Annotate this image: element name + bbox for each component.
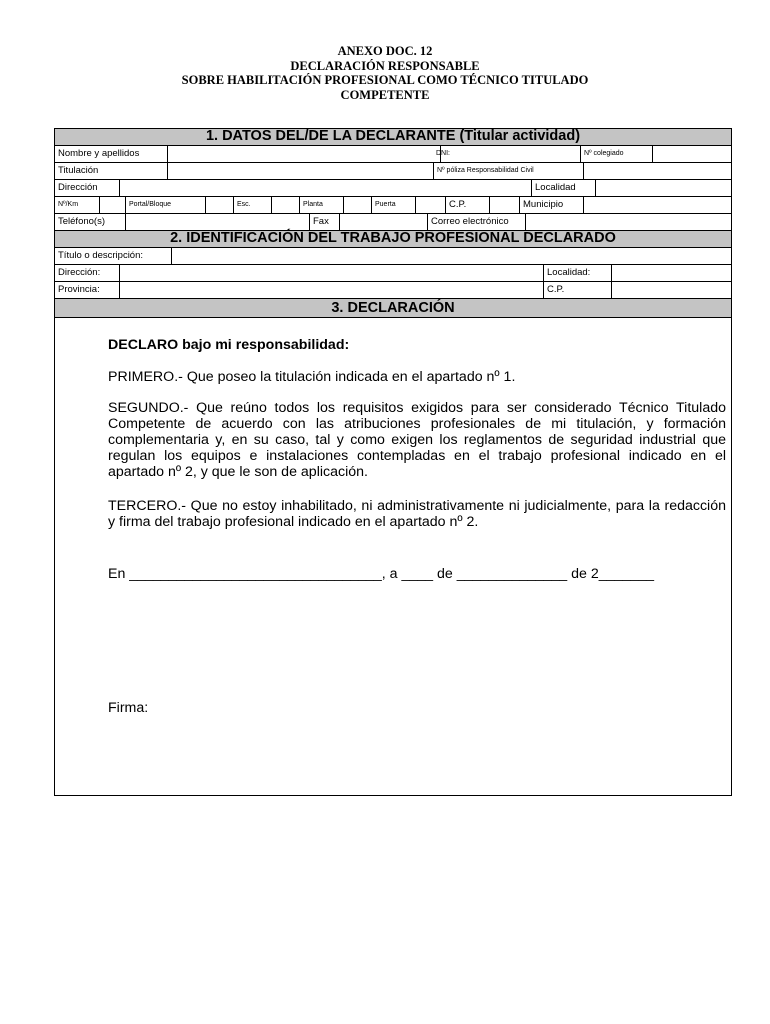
titulo-field[interactable]	[171, 248, 731, 264]
municipio-label: Municipio	[519, 197, 583, 213]
name-field[interactable]	[167, 146, 433, 162]
primero-paragraph: PRIMERO.- Que poseo la titulación indicada en el apartado nº 1.	[108, 369, 516, 385]
direccion-field[interactable]	[119, 180, 531, 196]
work-direccion-label: Dirección:	[58, 267, 101, 278]
correo-label: Correo electrónico	[427, 214, 525, 230]
fax-label: Fax	[309, 214, 339, 230]
fax-field[interactable]	[339, 214, 427, 230]
puerta-label: Puerta	[371, 197, 415, 213]
cp-label: C.P.	[445, 197, 489, 213]
titulo-label: Título o descripción:	[58, 250, 144, 261]
planta-label: Planta	[299, 197, 343, 213]
tercero-paragraph: TERCERO.- Que no estoy inhabilitado, ni administrativamente ni judicialmente, para la redacción y firma del trabajo profesional indicado en el apartado nº 2.	[108, 498, 726, 530]
municipio-field[interactable]	[583, 197, 731, 213]
nkm-label: Nº/Km	[58, 201, 79, 208]
planta-field[interactable]	[343, 197, 371, 213]
dni-label: DNI:	[436, 150, 450, 157]
row-titulacion	[55, 163, 731, 180]
declaration-title: DECLARACIÓN RESPONSABLE	[290, 58, 480, 73]
declaro-heading: DECLARO bajo mi responsabilidad:	[108, 337, 350, 353]
poliza-label: Nº póliza Responsabilidad Civil	[433, 163, 583, 179]
work-cp-label: C.P.	[543, 282, 611, 298]
colegiado-label: Nº colegiado	[580, 146, 652, 162]
annex-title: ANEXO DOC. 12	[337, 44, 433, 58]
provincia-label: Provincia:	[58, 284, 100, 295]
cp-field[interactable]	[489, 197, 519, 213]
portal-field[interactable]	[205, 197, 233, 213]
direccion-label: Dirección	[58, 182, 98, 193]
titulacion-label: Titulación	[58, 165, 99, 176]
dni-field[interactable]	[440, 146, 580, 162]
row-provincia	[55, 282, 731, 299]
portal-label: Portal/Bloque	[125, 197, 205, 213]
esc-field[interactable]	[271, 197, 299, 213]
telefono-field[interactable]	[125, 214, 309, 230]
name-label: Nombre y apellidos	[58, 148, 140, 159]
document-header	[0, 44, 770, 102]
subject-line-2: COMPETENTE	[340, 87, 430, 102]
localidad-field[interactable]	[595, 180, 731, 196]
titulacion-field[interactable]	[167, 163, 433, 179]
telefono-label: Teléfono(s)	[58, 216, 105, 227]
colegiado-field[interactable]	[652, 146, 731, 162]
row-work-direccion	[55, 265, 731, 282]
provincia-field[interactable]	[119, 282, 543, 298]
work-cp-field[interactable]	[611, 282, 731, 298]
row-contact	[55, 214, 731, 231]
poliza-field[interactable]	[583, 163, 731, 179]
form-frame	[54, 128, 732, 796]
work-localidad-label: Localidad:	[543, 265, 611, 281]
work-direccion-field[interactable]	[119, 265, 543, 281]
nkm-field[interactable]	[99, 197, 125, 213]
localidad-label: Localidad	[531, 180, 595, 196]
row-direccion	[55, 180, 731, 197]
place-date-line[interactable]: En ________________________________, a ____ de ______________ de 2_______	[108, 566, 654, 582]
row-address-details	[55, 197, 731, 214]
subject-line: SOBRE HABILITACIÓN PROFESIONAL COMO TÉCNICO TITULADO	[181, 73, 589, 87]
correo-field[interactable]	[525, 214, 731, 230]
section3-title: 3. DECLARACIÓN	[55, 299, 731, 318]
segundo-paragraph: SEGUNDO.- Que reúno todos los requisitos exigidos para ser considerado Técnico Titulado Competente de acuerdo con las atribuciones profesionales de mi titulación, y formación complementaria y, en su caso, tal y como exigen los reglamentos de seguridad industrial que regulan los equipos e instalaciones contempladas en el trabajo profesional indicado en el apartado nº 2, y que le son de aplicación.	[108, 400, 726, 480]
puerta-field[interactable]	[415, 197, 445, 213]
signature-area[interactable]	[108, 719, 726, 789]
row-titulo	[55, 248, 731, 265]
work-localidad-field[interactable]	[611, 265, 731, 281]
row-name-dni	[55, 146, 731, 163]
esc-label: Esc.	[233, 197, 271, 213]
section2-title: 2. IDENTIFICACIÓN DEL TRABAJO PROFESIONAL DECLARADO	[55, 231, 731, 248]
signature-label: Firma:	[108, 700, 149, 716]
section1-title: 1. DATOS DEL/DE LA DECLARANTE (Titular actividad)	[55, 129, 731, 146]
